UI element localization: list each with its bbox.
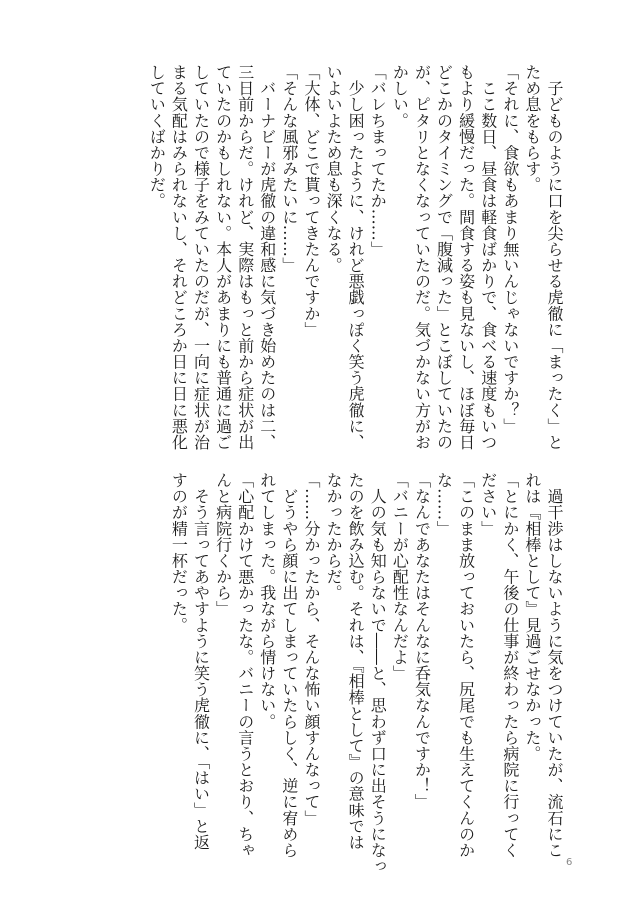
text-column: ここ数日、昼食は軽食ばかりで、食べる速度もいつ: [478, 64, 498, 450]
text-column: まる気配はみられないし、それどころか日に日に悪化: [169, 64, 189, 450]
text-column: が、ピタリとなくなっていたのだ。気づかない方がお: [412, 64, 432, 450]
text-column: 「このまま放っておいたら、尻尾でも生えてくんのか: [456, 472, 476, 858]
text-column: 「バニーが心配性なんだよ」: [390, 472, 410, 682]
text-column: ていたのかもしれない。本人があまりにも普通に過ご: [213, 64, 233, 450]
text-column: たのを飲み込む。それは、『相棒として』の意味では: [346, 472, 366, 850]
text-column: 過干渉はしないように気をつけていたが、流石にこ: [545, 472, 564, 858]
text-column: ださい」: [478, 472, 498, 537]
text-column: 子どものように口を尖らせる虎徹に「まったく」と: [545, 64, 564, 450]
text-column: んと病院行くから」: [213, 472, 233, 617]
text-column: どこかのタイミングで「腹減った」とこぼしていたの: [434, 64, 454, 450]
text-column: なかったからだ。: [324, 472, 344, 601]
text-column: バーナビーが虎徹の違和感に気づき始めたのは二、: [257, 64, 277, 450]
text-column: していくばかりだ。: [147, 64, 167, 209]
text-column: 「とにかく、午後の仕事が終わったら病院に行ってく: [500, 472, 520, 858]
text-column: していたので様子をみていたのだが、一向に症状が治: [191, 64, 211, 450]
text-column: れてしまった。我ながら情けない。: [257, 472, 277, 730]
text-column: 三日前からだ。けれど、実際はもっと前から症状が出: [235, 64, 255, 450]
lower-text-block: [167, 472, 565, 874]
upper-text-block: [145, 64, 565, 450]
text-column: すのが精一杯だった。: [169, 472, 189, 633]
text-column: そう言ってあやすように笑う虎徹に、「はい」と返: [191, 472, 211, 850]
text-column: 「バレちまってたか……」: [368, 64, 388, 257]
text-column: 「心配かけて悪かったな。バニーの言うとおり、ちゃ: [235, 472, 255, 858]
text-column: れは『相棒として』見過ごせなかった。: [522, 472, 542, 762]
text-column: ため息をもらす。: [522, 64, 542, 193]
text-column: 「……分かったから、そんな怖い顔すんなって」: [301, 472, 321, 826]
text-column: な……」: [434, 472, 454, 537]
text-column: 「そんな風邪みたいに……」: [279, 64, 299, 274]
text-column: 人の気も知らないで――と、思わず口に出そうになっ: [368, 472, 388, 874]
text-column: 「大体、どこで貰ってきたんですか」: [301, 64, 321, 338]
text-column: かしい。: [390, 64, 410, 129]
page-number: 6: [566, 857, 573, 868]
text-column: 少し困ったように、けれど悪戯っぽく笑う虎徹に、: [346, 64, 366, 450]
text-column: いよいよため息も深くなる。: [324, 64, 344, 274]
text-column: 「それに、食欲もあまり無いんじゃないですか？」: [500, 64, 520, 434]
text-column: もより緩慢だった。間食する姿も見ないし、ほぼ毎日: [456, 64, 476, 450]
text-column: どうやら顔に出てしまっていたらしく、逆に宥めら: [279, 472, 299, 858]
text-column: 「なんであなたはそんなに呑気なんですか！」: [412, 472, 432, 810]
